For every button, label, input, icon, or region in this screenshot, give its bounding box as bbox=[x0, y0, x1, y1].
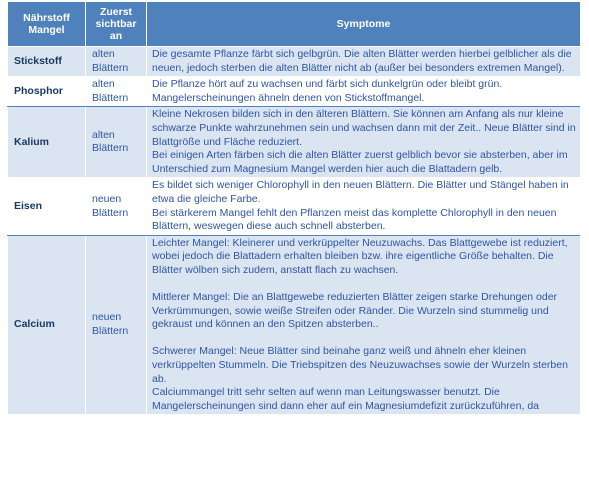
symptom-cell bbox=[147, 178, 581, 235]
symptom-text: Kleine Nekrosen bilden sich in den älteren Blättern. Sie können am Anfang als nur kleine schwarze Punkte wahrzunehmen sein und wachsen dann mit der Zeit.. Neue Blätter sind in Blattgröße und Fläche reduziert. bbox=[152, 108, 576, 148]
symptom-text: Leichter Mangel: Kleinerer und verkrüppelter Neuzuwachs. Das Blattgewebe ist reduziert, wobei jedoch die Blattadern erhalten bleiben bzw. ihre eigentliche Größe behalten. Die Blätter wölben sich zudem, anstatt flach zu wachsen. bbox=[152, 236, 568, 276]
header-symptoms: Symptome bbox=[147, 2, 581, 47]
first-visible-cell: alten Blättern bbox=[86, 77, 147, 107]
symptom-text: Calciummangel tritt sehr selten auf wenn man Leitungswasser benutzt. Die Mangelerscheinungen sind dann eher auf ein Magnesiumdefizit zurückzuführen, da bbox=[152, 386, 539, 412]
deficiency-table-frame bbox=[7, 1, 580, 480]
first-visible-cell: neuen Blättern bbox=[86, 178, 147, 235]
table-header-row bbox=[8, 2, 581, 47]
table-row-eisen bbox=[8, 178, 581, 235]
nutrient-cell: Eisen bbox=[8, 178, 86, 235]
symptom-cell bbox=[147, 47, 581, 77]
symptom-text: Bei einigen Arten färben sich die alten Blätter zuerst gelblich bevor sie absterben, aber im Unterschied zum Magnesium Mangel werden hier auch die Blattadern gelb. bbox=[152, 149, 568, 175]
symptom-text: Es bildet sich weniger Chlorophyll in den neuen Blättern. Die Blätter und Stängel haben in etwa die gleiche Farbe. bbox=[152, 179, 569, 205]
symptom-cell bbox=[147, 235, 581, 415]
symptom-text: Bei stärkerem Mangel fehlt den Pflanzen meist das komplette Chlorophyll in den neuen Blättern, weswegen diese auch schnell absterben. bbox=[152, 206, 557, 233]
symptom-cell bbox=[147, 77, 581, 107]
symptom-text: Die Pflanze hört auf zu wachsen und färbt sich dunkelgrün oder bleibt grün. Mangelerscheinungen ähneln denen von Stickstoffmangel. bbox=[152, 78, 503, 104]
nutrient-cell: Phosphor bbox=[8, 77, 86, 107]
table-row-stickstoff bbox=[8, 47, 581, 77]
symptom-text: Schwerer Mangel: Neue Blätter sind beinahe ganz weiß und ähneln eher kleinen verkrüppelten Stummeln. Die Triebspitzen des Neuzuwachses sowie der Wurzeln sterben ab. bbox=[152, 345, 568, 385]
table-row-kalium bbox=[8, 107, 581, 178]
table-row-calcium bbox=[8, 235, 581, 415]
first-visible-cell: alten Blättern bbox=[86, 107, 147, 178]
header-first-visible: Zuerst sichtbar an bbox=[86, 2, 147, 47]
nutrient-deficiency-table bbox=[7, 1, 580, 415]
nutrient-cell: Stickstoff bbox=[8, 47, 86, 77]
symptom-cell bbox=[147, 107, 581, 178]
symptom-text: Mittlerer Mangel: Die an Blattgewebe reduzierten Blätter zeigen starke Drehungen oder Verkrümmungen, sowie weiße Streifen oder Ränder. Die Wurzeln sind stummelig und gekraust und können an den Spitzen absterben.. bbox=[152, 291, 558, 331]
header-nutrient: Nährstoff Mangel bbox=[8, 2, 86, 47]
table-row-phosphor bbox=[8, 77, 581, 107]
paragraph-spacer bbox=[152, 332, 576, 346]
first-visible-cell: neuen Blättern bbox=[86, 235, 147, 415]
first-visible-cell: alten Blättern bbox=[86, 47, 147, 77]
nutrient-cell: Kalium bbox=[8, 107, 86, 178]
nutrient-cell: Calcium bbox=[8, 235, 86, 415]
paragraph-spacer bbox=[152, 278, 576, 292]
symptom-text: Die gesamte Pflanze färbt sich gelbgrün. Die alten Blätter werden hierbei gelblicher als die neuen, jedoch sterben die alten Blätter nicht ab (außer bei besonders extremen Mangel). bbox=[152, 48, 572, 74]
